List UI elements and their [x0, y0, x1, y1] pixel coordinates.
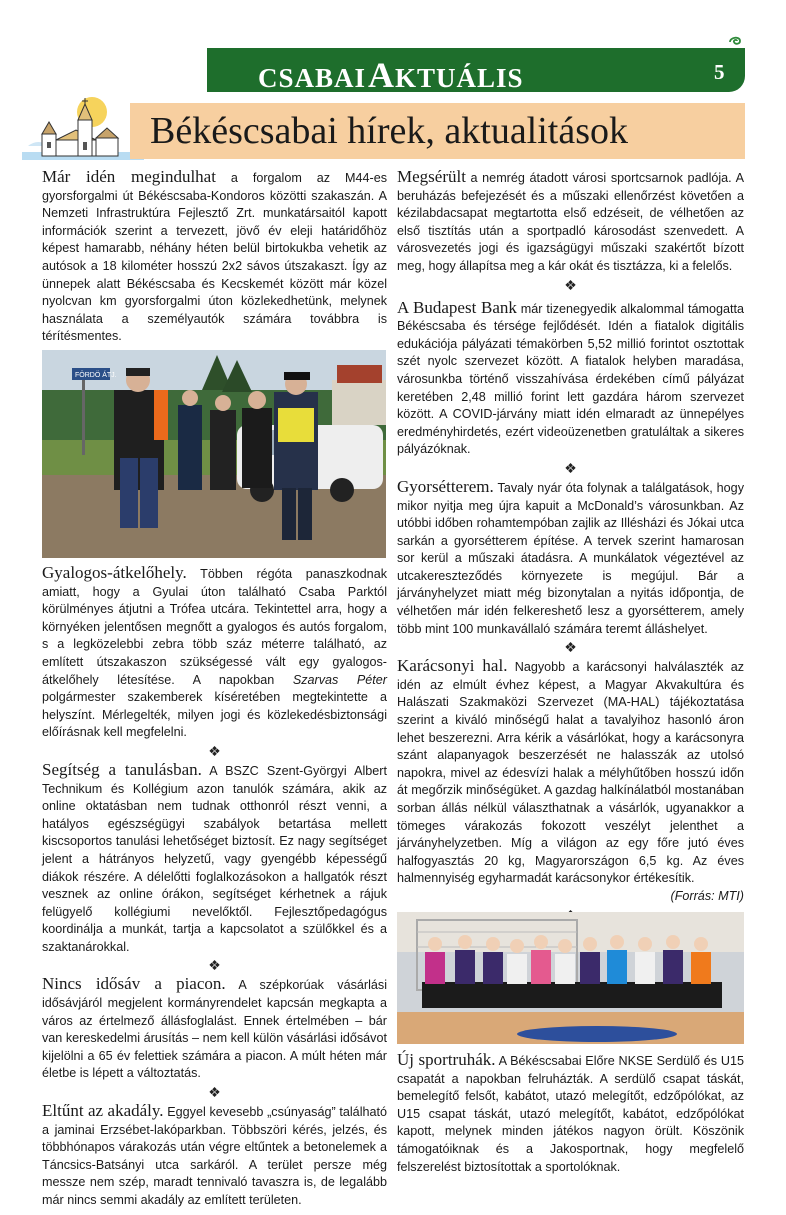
article-lead: Új sportruhák.	[397, 1050, 496, 1069]
article-lead: Karácsonyi hal.	[397, 656, 508, 676]
left-column-top	[42, 168, 387, 365]
article-body: a nemrég átadott városi sportcsarnok padlója. A beruházás befejezését és a műszaki ellenőrzést követően a kézilabdacsapat megtartotta első edzéseit, de vélhetően az első tisztítás után a sportpadló károsodást szenvedett. A városvezetés jogi és igazságügyi műszaki szakértőt bízott meg, hogy állapítsa meg a kár okát és tisztázza, ki a felelős.	[397, 171, 744, 273]
article-lead: Már idén megindulhat	[42, 167, 216, 186]
article-crossing	[42, 564, 387, 742]
right-column-bottom	[397, 1051, 744, 1176]
article-lead: Gyorsétterem.	[397, 476, 494, 496]
article-lead: Gyalogos-átkelőhely.	[42, 563, 187, 582]
article-lead: Nincs idősáv a piacon.	[42, 974, 226, 994]
brand-title: CSABAIAKTUÁLIS	[258, 55, 524, 95]
ornament-divider: ❖	[208, 742, 221, 759]
article-lead: Segítség a tanulásban.	[42, 759, 202, 779]
photo-officials-roadside	[42, 350, 386, 558]
section-title: Békéscsabai hírek, aktualitások	[150, 110, 629, 152]
ornament-divider: ❖	[208, 957, 221, 974]
church-icon	[22, 96, 144, 166]
article-christmas-fish	[397, 656, 744, 903]
article-sportswear	[397, 1051, 744, 1176]
article-sports-hall	[397, 168, 744, 276]
article-body: Többen régóta panaszkodnak amiatt, hogy a Gyulai úton található Csaba Parktól körülményes átjutni a Trófea utcára. Tekintettel arra, hogy a környéken jelentősen megnőtt a gyalogos és autós forgalom, s a legközelebbi zebra több száz méterre található, az említett útszakaszon szükségessé vált egy gyalogos-átkelőhely létesítése. A napokban	[42, 567, 387, 687]
article-body: A BSZC Szent-Györgyi Albert Technikum és Kollégium azon tanulók számára, akik az online oktatásban nem tudnak otthonról részt venni, a hatályos egészségügyi szabályok betartása mellett kiscsoportos tanulási lehetőséget biztosít. Ez nagy segítséget jelent a hátrányos helyzetű, vagy gyengébb képességű diákok részére. A délelőtti foglalkozásokon a hallgatók részt vesznek az online órákon, segítséget kérhetnek a rájuk felügyelő kollégiumi nevelőktől. Fejlesztőpedagógus koordinálja a munkát, tartja a kapcsolatot a szülőkkel és a szaktanárokkal.	[42, 763, 387, 954]
left-column-bottom	[42, 564, 387, 1210]
swirl-logo-icon	[728, 34, 742, 48]
article-body: a forgalom az M44-es gyorsforgalmi út Békéscsaba-Kondoros közötti szakaszán. A Nemzeti Infrastruktúra Fejlesztő Zrt. munkatársaitól kapott információk szerint a tervezett, jövő év eleji határidőhöz képest hamarabb, néhány héten belül birtokukba vehetik az autósok a 18 kilométer hosszú 2x2 sávos útszakaszt. Így az ünnepek alatt Békéscsaba és Kecskemét között már közel nyolcvan km gyorsforgalmi úton közlekedhetünk, melynek használata a személyautók számára továbbra is térítésmentes.	[42, 171, 387, 344]
article-body: A szépkorúak vásárlási idősávjáról megjelent kormányrendelet kapcsán megkapta a város az értelmező állásfoglalást. Ennek értelmében – bár van kereskedelmi árusítás – nem kell külön vásárlási idősávot kijelölni a 65 év felettiek számára a piacon. A múlt héten már életbe is lépett a változtatás.	[42, 978, 387, 1081]
article-body: A Békéscsabai Előre NKSE Serdülő és U15 csapatát a napokban felruházták. A serdülő csapat táskát, bemelegítő felsőt, kabátot, utazó melegítőt, edzőpólókat, az U15 csapat táskát, utazó melegítőt, kabátot, edzőpólókat kapott, melynek minden játékos nagyon örült. Köszönik támogatóiknak és a Jakosportnak, hogy megfelelő felszerelést biztosítottak a sportolóknak.	[397, 1054, 744, 1174]
article-learning	[42, 761, 387, 957]
right-column-top	[397, 168, 744, 925]
article-body: Tavaly nyár óta folynak a találgatások, hogy mikor nyitja meg újra kapuit a McDonald’s városunkban. Az utóbbi időben rohamtempóban zajlik az Illésházi és Jókai utca sarkán a gyorsétterem építése. A tervek szerint hamarosan sor kerül a műszaki átadásra. A munkálatok végeztével az utcakereszteződés környezete is megújul. Bár a járványhelyzet miatt még bizonytalan a nyitás időpontja, de vélhetően már idén felkereshető lesz a gyorsétterem, amely több mint 100 munkavállaló számára teremt álláshelyet.	[397, 480, 744, 636]
ornament-divider: ❖	[564, 639, 577, 656]
article-italic-name: Szarvas Péter	[292, 672, 387, 687]
road-sign-text: FÖRDÖ ÁTJ.	[75, 372, 117, 379]
article-market	[42, 975, 387, 1083]
article-obstacle	[42, 1102, 387, 1210]
article-fast-food	[397, 478, 744, 638]
page-number: 5	[714, 60, 725, 84]
ornament-divider: ❖	[208, 1084, 221, 1101]
article-highway	[42, 168, 387, 346]
photo-sports-team	[397, 912, 744, 1044]
article-body: polgármester szakemberek kíséretében megtekintette a helyszínt. Mérlegelték, milyen jogi és közlekedésbiztonsági előírásnak kell megfelelni.	[42, 690, 387, 740]
article-source: (Forrás: MTI)	[670, 888, 744, 903]
article-body: már tizenegyedik alkalommal támogatta Békéscsaba és térsége fejlődését. Idén a fiatalok digitális edukációja pályázati témakörben 5,52 millió forintot osztottak szét nyolc szervezet között. A fiatalok helyben maradása, városunkba történő visszahívása érdekében című pályázat keretében 2,48 millió forint lett gazdára három szervezet között. A COVID-járvány miatt idén elmaradt az ünnepélyes eredményhirdetés, ezért videoüzenetben gratuláltak a sikeres pályázóknak.	[397, 301, 745, 457]
article-body: Nagyobb a karácsonyi halválaszték az idén az elmúlt évhez képest, a Magyar Akvakultúra és Halászati Szakmaközi Szervezet (MA-HAL) tájékoztatása szerint a kiváló minőségű halat a tavalyihoz hasonló áron lehet beszerezni. Arra kérik a vásárlókat, hogy a karácsonyra szánt alapanyagok beszerzését ne halasszák az utolsó napokra, mivel az édesvízi halak a mélyhűtőben hosszú időn át megőrzik minőségüket. A gazdag halkínálatból mostanában sorban állás nélkül választhatnak a vásárlók, ugyanakkor a tömeges várakozás fokozott veszélyt jelenthet a járványhelyzetben. Míg a világon az egy főre jutó éves halfogyasztás 20 kg, Magyarországon 6,5 kg. Az éves halmennyiség egyharmadát karácsonykor értékesítik.	[397, 660, 744, 886]
article-lead: Eltűnt az akadály.	[42, 1101, 164, 1121]
article-budapest-bank	[397, 299, 744, 459]
ornament-divider: ❖	[564, 459, 577, 476]
article-lead: Megsérült	[397, 167, 466, 186]
ornament-divider: ❖	[564, 276, 577, 293]
article-body: Eggyel kevesebb „csúnyaság” található a jaminai Erzsébet-lakóparkban. Többszöri kérés, jelzés, és többhónapos várakozás után végre eltűntek a betonelemek a Táncsics-Batsányi utca sarkáról. A terület persze még messze nem szép, maradt tennivaló tavaszra is, de legalább már nincs semmi akadály az említett területen.	[42, 1105, 387, 1207]
article-lead: A Budapest Bank	[397, 297, 517, 317]
